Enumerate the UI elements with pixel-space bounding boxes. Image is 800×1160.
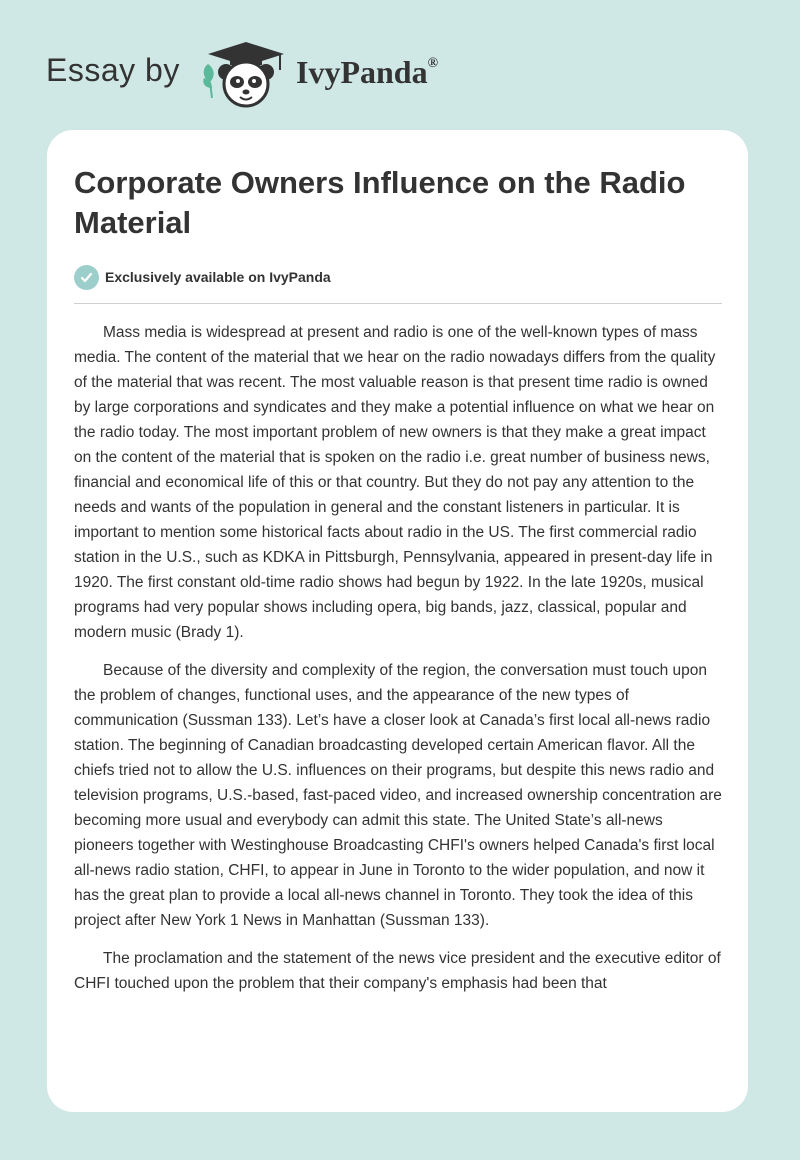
site-header — [0, 0, 800, 130]
panda-graduate-icon[interactable] — [200, 38, 292, 110]
check-icon — [74, 265, 99, 290]
divider — [74, 303, 722, 304]
registered-mark: ® — [427, 56, 439, 71]
exclusive-badge — [74, 264, 331, 290]
paragraph: Mass media is widespread at present and radio is one of the well-known types of mass media. The content of the material that we hear on the radio nowadays differs from the quality of the material that was recent. The most valuable reason is that present time radio is owned by large corporations and syndicates and they make a potential influence on what we hear on the radio today. The most important problem of new owners is that they make a great impact on the content of the material that is spoken on the radio i.e. great number of business news, financial and economical life of this or that country. But they do not pay any attention to the needs and wants of the population in general and the constant listeners in particular. It is important to mention some historical facts about radio in the US. The first commercial radio station in the U.S., such as KDKA in Pittsburgh, Pennsylvania, appeared in present-day life in 1920. The first constant old-time radio shows had begun by 1922. In the late 1920s, musical programs had very popular shows including opera, big bands, jazz, classical, popular and modern music (Brady 1). — [74, 324, 716, 641]
essay-body — [74, 320, 726, 1009]
brand-name[interactable]: IvyPanda® — [296, 54, 439, 90]
page-title: Corporate Owners Influence on the Radio Material — [74, 165, 686, 240]
brand-prefix: Essay by — [46, 52, 180, 88]
paragraph: Because of the diversity and complexity of the region, the conversation must touch upon the problem of changes, functional uses, and the appearance of the new types of communication (Sussman 133). Let’s have a closer look at Canada’s first local all-news radio station. The beginning of Canadian broadcasting developed certain American flavor. All the chiefs tried not to allow the U.S. influences on their programs, but despite this news radio and television programs, U.S.-based, fast-paced video, and increased ownership concentration are becoming more usual and everybody can admit this state. The United State’s all-news pioneers together with Westinghouse Broadcasting CHFI's owners helped Canada's first local all-news radio station, CHFI, to appear in June in Toronto to the wider population, and now it has the great plan to provide a local all-news channel in Toronto. They took the idea of this project after New York 1 News in Manhattan (Sussman 133). — [74, 662, 722, 929]
badge-text: Exclusively available on IvyPanda — [105, 269, 331, 285]
paragraph: The proclamation and the statement of the news vice president and the executive editor of CHFI touched upon the problem that their company's emphasis had been that — [74, 950, 721, 992]
essay-card — [47, 130, 748, 1112]
